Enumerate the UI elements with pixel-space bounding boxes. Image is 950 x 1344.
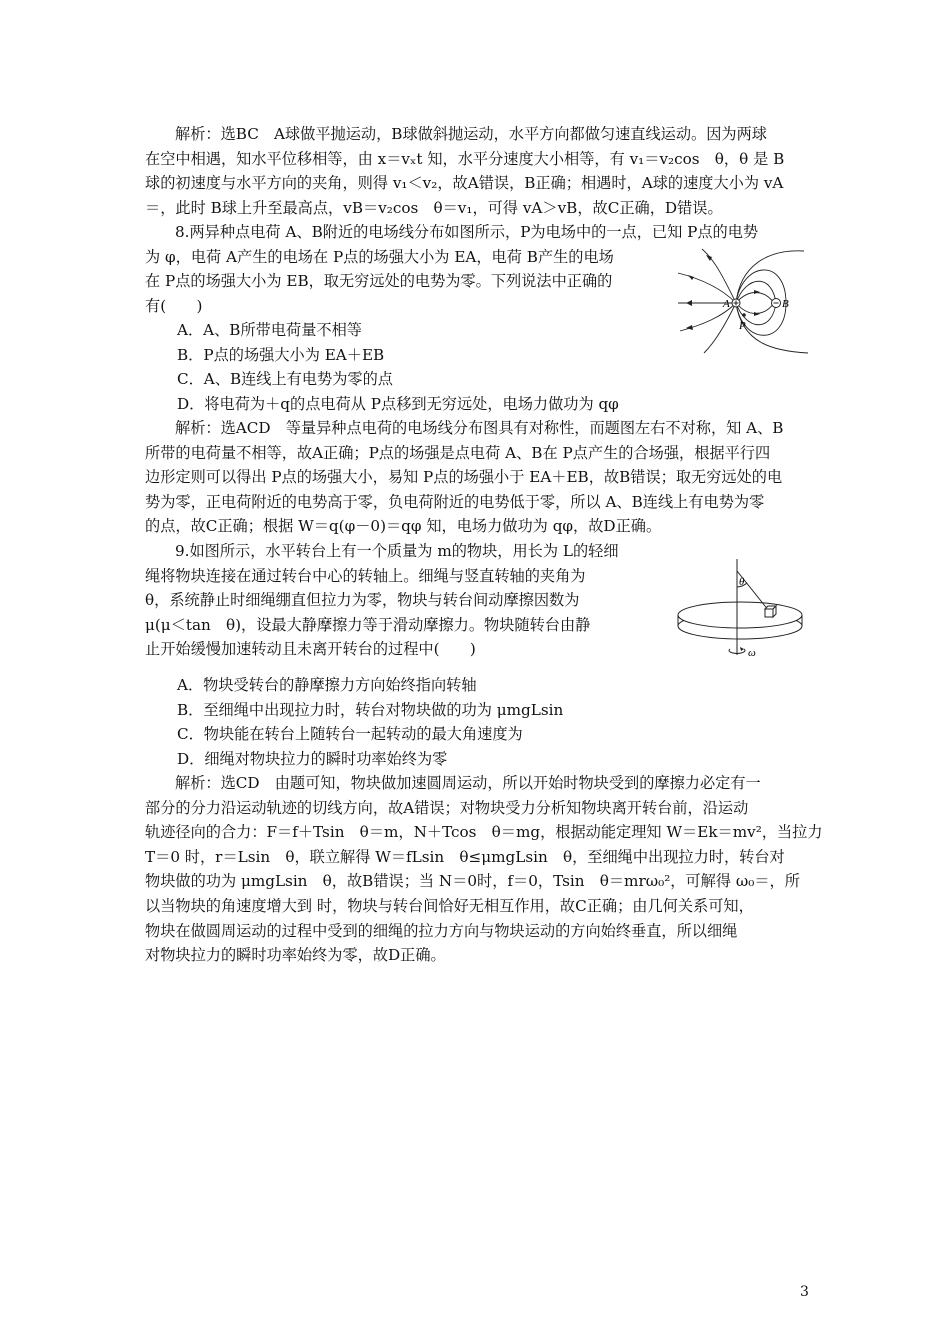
q9-option-b: B．至细绳中出现拉力时，转台对物块做的功为 μmgLsin [177, 700, 564, 719]
q9-option-c: C．物块能在转台上随转台一起转动的最大角速度为 [177, 725, 523, 744]
q9-analysis-line: 以当物块的角速度增大到 时，物块与转台间恰好无相互作用，故C正确；由几何关系可知， [145, 896, 754, 915]
field-line [736, 293, 774, 304]
q8-analysis [145, 416, 813, 539]
q8-stem-line: 为 φ，电荷 A产生的电场在 P点的场强大小为 EA，电荷 B产生的电场 [145, 247, 614, 266]
q9-analysis-line: 解析：选CD 由题可知，物块做加速圆周运动，所以开始时物块受到的摩擦力必定有一 [175, 774, 761, 792]
label-omega: ω [748, 647, 756, 659]
q9-analysis-line: 部分的分力沿运动轨迹的切线方向，故A错误；对物块受力分析知物块离开转台前，沿运动 [145, 798, 749, 817]
q9-analysis-line: 对物块拉力的瞬时功率始终为零，故D正确。 [145, 946, 446, 965]
q9-analysis [145, 771, 823, 968]
q8-option-a: A．A、B所带电荷量不相等 [177, 321, 362, 339]
q7-analysis-line: 在空中相遇，知水平位移相等，由 x＝vₓt 知，水平分速度大小相等，有 v₁＝v₂cos θ，θ 是 B [145, 149, 785, 168]
q9-stem-line: 绳将物块连接在通过转台中心的转轴上。细绳与竖直转轴的夹角为 [145, 566, 586, 585]
q8-option-c: C．A、B连线上有电势为零的点 [177, 370, 393, 389]
q8-analysis-line: 所带的电荷量不相等，故A正确；P点的场强是点电荷 A、B在 P点产生的合场强，根据平行四 [145, 443, 771, 462]
q9-option-a: A．物块受转台的静摩擦力方向始终指向转轴 [177, 676, 477, 694]
q8-stem-line: 有( ) [145, 296, 203, 315]
q7-analysis-line: 解析：选BC A球做平抛运动，B球做斜抛运动，水平方向都做匀速直线运动。因为两球 [175, 125, 767, 143]
electric-field-diagram [676, 247, 810, 355]
q8-analysis-line: 的点，故C正确；根据 W＝q(φ－0)＝qφ 知，电场力做功为 qφ，故D正确。 [145, 517, 662, 536]
q8-stem-line: 在 P点的场强大小为 EB，取无穷远处的电势为零。下列说法中正确的 [145, 272, 613, 291]
q9-option-d: D．细绳对物块拉力的瞬时功率始终为零 [177, 749, 448, 768]
q9-analysis-line: 轨迹径向的合力：F＝f＋Tsin θ＝m，N＋Tcos θ＝mg，根据动能定理知 W＝Ek＝mv²，当拉力 [145, 823, 823, 842]
label-p: P [739, 320, 746, 332]
q9-options [145, 673, 813, 771]
page-number: 3 [800, 1284, 809, 1300]
point-p [742, 313, 746, 317]
q8-stem-line: 8.两异种点电荷 A、B附近的电场线分布如图所示，P为电场中的一点，已知 P点的电势 [175, 223, 759, 241]
block [765, 606, 776, 617]
label-a: A [723, 298, 730, 310]
field-line [702, 249, 736, 303]
arrow-head-icon [740, 647, 744, 651]
q9-analysis-line: 物块做的功为 μmgLsin θ，故B错误；当 N＝0时，f＝0，Tsin θ＝mrω₀²，可解得 ω₀＝，所 [145, 872, 800, 891]
q7-analysis-line: 球的初速度与水平方向的夹角，则得 v₁＜v₂，故A错误，B正确；相遇时，A球的速度大小为 vA [145, 174, 784, 193]
turntable-top [678, 602, 802, 628]
q8-option-b: B．P点的场强大小为 EA＋EB [177, 345, 385, 364]
field-line [736, 303, 774, 314]
field-line [704, 303, 736, 353]
q8-option-d: D．将电荷为＋q的点电荷从 P点移到无穷远处，电场力做功为 qφ [177, 394, 619, 413]
q7-analysis [145, 122, 813, 220]
q9-stem-line: 止开始缓慢加速转动且未离开转台的过程中( ) [145, 640, 476, 659]
q9-stem-line: μ(μ＜tan θ)，设最大静摩擦力等于滑动摩擦力。物块随转台由静 [145, 615, 591, 634]
q9-stem-line: 9.如图所示，水平转台上有一个质量为 m的物块，用长为 L的轻细 [175, 542, 619, 560]
q9-analysis-line: 物块在做圆周运动的过程中受到的细绳的拉力方向与物块运动的方向始终垂直，所以细绳 [145, 921, 738, 940]
q8-analysis-line: 势为零，正电荷附近的电势高于零，负电荷附近的电势低于零，所以 A、B连线上有电势为零 [145, 492, 765, 511]
label-b: B [782, 298, 789, 310]
label-theta: θ [739, 576, 745, 588]
q8-analysis-line: 边形定则可以得出 P点的场强大小，易知 P点的场强小于 EA＋EB，故B错误；取无穷远处的电 [145, 468, 783, 487]
q9-stem-line: θ，系统静止时细绳绷直但拉力为零，物块与转台间动摩擦因数为 [145, 591, 580, 610]
turntable-diagram [674, 555, 814, 667]
q8-analysis-line: 解析：选ACD 等量异种点电荷的电场线分布图具有对称性，而题图左右不对称，知 A、B [175, 419, 784, 437]
field-line [736, 270, 786, 303]
q7-analysis-line: ＝，此时 B球上升至最高点，vB＝v₂cos θ＝v₁，可得 vA＞vB，故C正确，D错误。 [145, 198, 723, 217]
q9-analysis-line: T＝0 时，r＝Lsin θ，联立解得 W＝fLsin θ≤μmgLsin θ，至细绳中出现拉力时，转台对 [145, 847, 785, 866]
